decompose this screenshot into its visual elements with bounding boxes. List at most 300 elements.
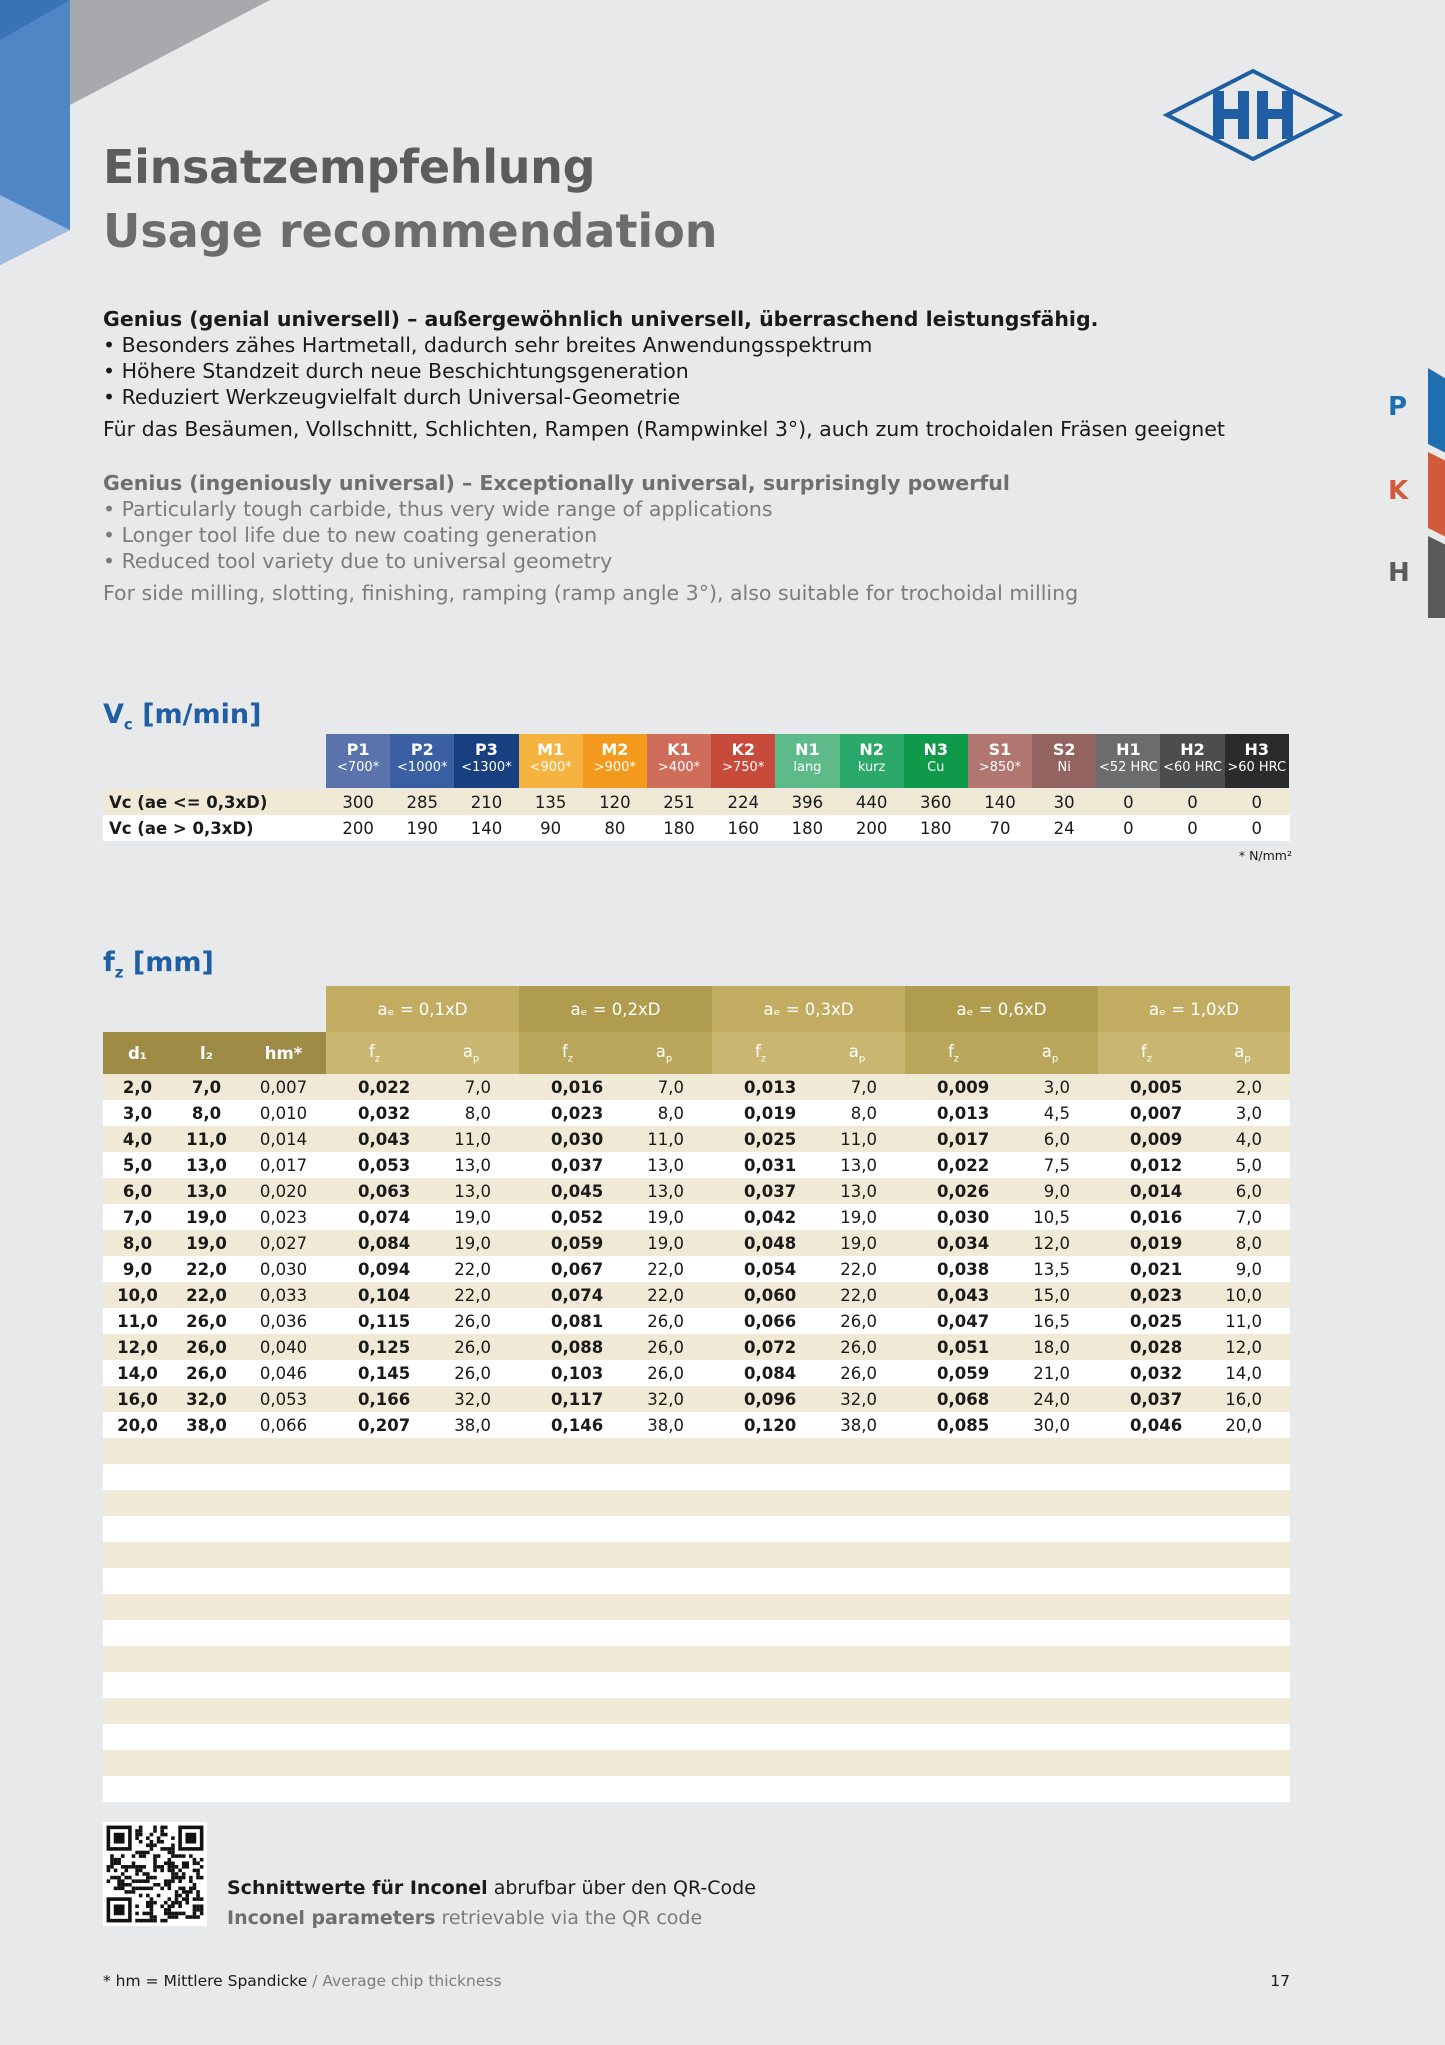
table-cell: 26,0: [186, 1337, 227, 1357]
table-cell: 8,0: [464, 1103, 491, 1123]
table-cell: 19,0: [186, 1207, 227, 1227]
material-code: S2: [1052, 740, 1076, 759]
table-cell: 0,068: [937, 1389, 990, 1409]
table-cell: 0,067: [551, 1259, 604, 1279]
table-cell: 0,088: [551, 1337, 604, 1357]
table-cell: 0,020: [259, 1181, 308, 1201]
table-cell: 0,022: [937, 1155, 990, 1175]
material-code: P1: [346, 740, 370, 759]
material-h3: [1225, 734, 1289, 788]
table-cell: 0,103: [551, 1363, 604, 1383]
table-cell: 0,014: [259, 1129, 308, 1149]
table-cell: 0,104: [358, 1285, 411, 1305]
vc-value: 140: [470, 818, 503, 838]
table-cell: 8,0: [657, 1103, 684, 1123]
empty-row: [103, 1776, 1290, 1802]
table-row: [103, 1282, 1290, 1308]
table-cell: 0,032: [1130, 1363, 1183, 1383]
material-code: S1: [988, 740, 1012, 759]
table-cell: 5,0: [1235, 1155, 1262, 1175]
vc-value: 120: [599, 792, 631, 812]
table-cell: 26,0: [454, 1363, 491, 1383]
table-cell: 0,096: [744, 1389, 797, 1409]
table-cell: 13,5: [1033, 1259, 1070, 1279]
table-cell: 10,5: [1033, 1207, 1070, 1227]
table-cell: 19,0: [647, 1207, 684, 1227]
table-cell: 11,0: [840, 1129, 877, 1149]
material-h1: [1096, 734, 1160, 788]
intro-bullets-en: [103, 496, 1303, 574]
table-cell: 0,031: [744, 1155, 797, 1175]
vc-value: 180: [920, 818, 952, 838]
table-cell: 8,0: [850, 1103, 877, 1123]
table-cell: 16,0: [117, 1389, 158, 1409]
table-row: [103, 1308, 1290, 1334]
intro-note-de: Für das Besäumen, Vollschnitt, Schlichten, Rampen (Rampwinkel 3°), auch zum trochoidalen Fräsen geeignet: [103, 417, 1225, 441]
table-cell: 0,017: [937, 1129, 990, 1149]
table-cell: 0,063: [358, 1181, 411, 1201]
material-strength: <700*: [336, 760, 380, 775]
side-tab-bars: [1428, 368, 1445, 618]
key-column-header: l₂: [172, 1032, 241, 1074]
material-strength: <60 HRC: [1163, 760, 1222, 775]
table-cell: 0,074: [358, 1207, 411, 1227]
material-p3: [454, 734, 518, 788]
table-cell: 6,0: [122, 1181, 153, 1201]
table-cell: 21,0: [1033, 1363, 1070, 1383]
empty-row: [103, 1698, 1290, 1724]
material-strength: <1300*: [461, 760, 512, 775]
page-title-de: Einsatzempfehlung: [103, 140, 596, 194]
empty-row: [103, 1438, 1290, 1464]
table-cell: 8,0: [122, 1233, 153, 1253]
empty-cell: [103, 1646, 1290, 1672]
empty-cell: [103, 1698, 1290, 1724]
vc-row: [103, 815, 1290, 841]
material-strength: lang: [793, 760, 822, 775]
intro-bullet: • Reduced tool variety due to universal geometry: [103, 548, 1303, 574]
ap-column-header-cell: $a_p$: [809, 1032, 905, 1074]
table-cell: 0,027: [259, 1233, 308, 1253]
table-cell: 3,0: [1043, 1077, 1070, 1097]
table-cell: 0,025: [744, 1129, 797, 1149]
table-cell: 7,0: [122, 1207, 153, 1227]
table-cell: 13,0: [186, 1181, 227, 1201]
table-cell: 22,0: [186, 1259, 227, 1279]
vc-value: 0: [1123, 818, 1134, 838]
table-cell: 19,0: [840, 1233, 877, 1253]
table-row: [103, 1074, 1290, 1100]
material-n1: [775, 734, 839, 788]
table-cell: 0,007: [259, 1077, 308, 1097]
table-cell: 38,0: [454, 1415, 491, 1435]
table-cell: 0,066: [259, 1415, 308, 1435]
table-cell: 0,017: [259, 1155, 308, 1175]
material-code: H1: [1116, 740, 1141, 759]
table-cell: 0,060: [744, 1285, 797, 1305]
empty-row: [103, 1672, 1290, 1698]
material-k2: [711, 734, 775, 788]
table-cell: 0,094: [358, 1259, 411, 1279]
material-code: H3: [1244, 740, 1269, 759]
table-cell: 0,037: [1130, 1389, 1183, 1409]
empty-cell: [103, 1594, 1290, 1620]
table-cell: 19,0: [840, 1207, 877, 1227]
intro-bullet: • Besonders zähes Hartmetall, dadurch sehr breites Anwendungsspektrum: [103, 332, 1303, 358]
ap-column-header-cell: $a_p$: [1195, 1032, 1290, 1074]
table-cell: 15,0: [1033, 1285, 1070, 1305]
table-cell: 7,0: [1235, 1207, 1262, 1227]
material-code: K2: [731, 740, 755, 759]
material-strength: kurz: [857, 760, 886, 775]
fz-column-header: [103, 1032, 1290, 1074]
material-strength: >850*: [978, 760, 1022, 775]
table-cell: 14,0: [117, 1363, 158, 1383]
side-tab-label-h: H: [1388, 558, 1410, 588]
material-strength: Cu: [927, 760, 945, 775]
table-row: [103, 1100, 1290, 1126]
intro-bullet: • Particularly tough carbide, thus very wide range of applications: [103, 496, 1303, 522]
side-tab-label-p: P: [1388, 392, 1408, 422]
material-code: M1: [537, 740, 565, 759]
material-code: H2: [1180, 740, 1205, 759]
table-cell: 22,0: [454, 1259, 491, 1279]
table-cell: 11,0: [454, 1129, 491, 1149]
empty-cell: [103, 1672, 1290, 1698]
table-cell: 0,036: [259, 1311, 308, 1331]
intro-bullet: • Longer tool life due to new coating generation: [103, 522, 1303, 548]
table-cell: 19,0: [454, 1233, 491, 1253]
table-cell: 0,146: [551, 1415, 604, 1435]
material-code: P3: [475, 740, 498, 759]
table-cell: 0,046: [259, 1363, 308, 1383]
table-cell: 22,0: [647, 1259, 684, 1279]
table-cell: 32,0: [840, 1389, 877, 1409]
table-cell: 0,054: [744, 1259, 797, 1279]
table-cell: 9,0: [122, 1259, 153, 1279]
table-cell: 0,045: [551, 1181, 604, 1201]
ae-group-header: aₑ = 0,1xD: [326, 986, 519, 1032]
table-cell: 0,030: [937, 1207, 990, 1227]
material-code: N1: [795, 740, 820, 759]
vc-value: 285: [406, 792, 439, 812]
table-cell: 7,0: [191, 1077, 222, 1097]
fz-column-header-cell: $f_z$: [712, 1032, 809, 1074]
material-s2: [1032, 734, 1096, 788]
vc-value: 360: [920, 792, 952, 812]
vc-value: 135: [534, 792, 567, 812]
table-cell: 0,037: [744, 1181, 797, 1201]
table-cell: 12,0: [117, 1337, 158, 1357]
intro-lead-en: Genius (ingeniously universal) – Exceptionally universal, surprisingly powerful: [103, 471, 1010, 495]
vc-value: 140: [984, 792, 1016, 812]
empty-row: [103, 1594, 1290, 1620]
table-cell: 8,0: [191, 1103, 222, 1123]
material-p1: [326, 734, 390, 788]
page-number: 17: [1270, 1972, 1290, 1990]
table-cell: 0,074: [551, 1285, 604, 1305]
table-cell: 38,0: [840, 1415, 877, 1435]
empty-cell: [103, 1516, 1290, 1542]
empty-row: [103, 1490, 1290, 1516]
table-cell: 26,0: [647, 1311, 684, 1331]
material-strength: >400*: [657, 760, 701, 775]
vc-value: 440: [855, 792, 888, 812]
empty-cell: [103, 1438, 1290, 1464]
table-cell: 16,5: [1033, 1311, 1070, 1331]
material-m1: [519, 734, 583, 788]
table-cell: 0,016: [551, 1077, 604, 1097]
table-cell: 14,0: [1225, 1363, 1262, 1383]
material-strength: >60 HRC: [1227, 760, 1287, 775]
empty-row: [103, 1724, 1290, 1750]
table-cell: 20,0: [117, 1415, 158, 1435]
table-cell: 4,0: [1235, 1129, 1262, 1149]
table-row: [103, 1256, 1290, 1282]
table-cell: 13,0: [840, 1155, 877, 1175]
table-cell: 0,081: [551, 1311, 604, 1331]
table-cell: 0,033: [259, 1285, 308, 1305]
table-row: [103, 1412, 1290, 1438]
vc-row: [103, 789, 1290, 815]
side-tab-label-k: K: [1388, 476, 1409, 506]
table-cell: 22,0: [186, 1285, 227, 1305]
table-cell: 12,0: [1033, 1233, 1070, 1253]
table-cell: 0,038: [937, 1259, 990, 1279]
table-cell: 19,0: [186, 1233, 227, 1253]
empty-row: [103, 1646, 1290, 1672]
qr-caption-en: Inconel parameters retrievable via the QR code: [227, 1907, 703, 1929]
fz-column-header-cell: $f_z$: [519, 1032, 616, 1074]
vc-value: 90: [540, 818, 562, 838]
fz-table-body: [103, 1074, 1290, 1802]
vc-row-label: Vc (ae <= 0,3xD): [109, 792, 268, 812]
side-tab-h: [1428, 536, 1445, 618]
intro-bullet: • Höhere Standzeit durch neue Beschichtungsgeneration: [103, 358, 1303, 384]
intro-lead-de: Genius (genial universell) – außergewöhnlich universell, überraschend leistungsfähig.: [103, 307, 1099, 331]
empty-cell: [103, 1620, 1290, 1646]
table-cell: 0,005: [1130, 1077, 1183, 1097]
table-cell: 0,120: [744, 1415, 797, 1435]
table-row: [103, 1204, 1290, 1230]
table-cell: 26,0: [840, 1311, 877, 1331]
vc-value: 200: [855, 818, 888, 838]
company-logo: [1163, 68, 1343, 162]
ae-group-header: aₑ = 0,3xD: [712, 986, 905, 1032]
table-cell: 6,0: [1043, 1129, 1070, 1149]
table-cell: 8,0: [1235, 1233, 1262, 1253]
fz-column-header-cell: $f_z$: [1098, 1032, 1195, 1074]
vc-value: 180: [791, 818, 824, 838]
table-cell: 0,053: [259, 1389, 308, 1409]
table-cell: 26,0: [647, 1337, 684, 1357]
table-cell: 26,0: [454, 1337, 491, 1357]
table-cell: 13,0: [454, 1155, 491, 1175]
table-cell: 7,0: [464, 1077, 491, 1097]
table-cell: 0,019: [744, 1103, 797, 1123]
vc-value: 30: [1053, 792, 1075, 812]
table-cell: 9,0: [1043, 1181, 1070, 1201]
table-cell: 0,030: [551, 1129, 604, 1149]
vc-value: 0: [1251, 792, 1262, 812]
table-row: [103, 1230, 1290, 1256]
table-cell: 30,0: [1033, 1415, 1070, 1435]
intro-german: [103, 306, 1303, 442]
side-tab-p: [1428, 368, 1445, 454]
table-cell: 0,084: [358, 1233, 411, 1253]
table-cell: 13,0: [454, 1181, 491, 1201]
key-column-header: d₁: [103, 1032, 172, 1074]
table-cell: 26,0: [186, 1311, 227, 1331]
table-cell: 0,059: [551, 1233, 604, 1253]
vc-value: 70: [989, 818, 1011, 838]
table-cell: 0,026: [937, 1181, 990, 1201]
vc-value: 396: [791, 792, 824, 812]
table-cell: 7,0: [657, 1077, 684, 1097]
table-cell: 0,072: [744, 1337, 797, 1357]
table-row: [103, 1360, 1290, 1386]
ap-column-header-cell: $a_p$: [423, 1032, 519, 1074]
table-cell: 11,0: [117, 1311, 158, 1331]
side-tab-k: [1428, 452, 1445, 538]
table-cell: 10,0: [117, 1285, 158, 1305]
table-cell: 0,013: [744, 1077, 797, 1097]
table-cell: 22,0: [647, 1285, 684, 1305]
table-cell: 19,0: [454, 1207, 491, 1227]
ae-group-header: aₑ = 1,0xD: [1098, 986, 1290, 1032]
vc-value: 0: [1123, 792, 1134, 812]
table-cell: 0,016: [1130, 1207, 1183, 1227]
material-code: M2: [601, 740, 629, 759]
table-cell: 20,0: [1225, 1415, 1262, 1435]
material-strength: <1000*: [397, 760, 448, 775]
qr-code: [103, 1822, 207, 1926]
material-code: P2: [410, 740, 434, 759]
table-cell: 0,043: [358, 1129, 411, 1149]
vc-value: 300: [342, 792, 374, 812]
page-title-en: Usage recommendation: [103, 204, 718, 258]
intro-bullets-de: [103, 332, 1303, 410]
material-strength: Ni: [1057, 760, 1071, 775]
vc-material-header: [326, 734, 1289, 788]
table-cell: 0,166: [358, 1389, 411, 1409]
empty-row: [103, 1542, 1290, 1568]
material-strength: >900*: [593, 760, 636, 775]
vc-value: 224: [727, 792, 759, 812]
table-cell: 0,030: [259, 1259, 308, 1279]
vc-value: 0: [1187, 792, 1198, 812]
table-cell: 0,085: [937, 1415, 990, 1435]
table-cell: 0,059: [937, 1363, 990, 1383]
table-cell: 0,051: [937, 1337, 990, 1357]
table-cell: 0,013: [937, 1103, 990, 1123]
table-row: [103, 1386, 1290, 1412]
table-cell: 26,0: [840, 1337, 877, 1357]
table-cell: 13,0: [647, 1155, 684, 1175]
ap-column-header-cell: $a_p$: [616, 1032, 712, 1074]
table-row: [103, 1152, 1290, 1178]
table-cell: 0,014: [1130, 1181, 1183, 1201]
table-cell: 0,052: [551, 1207, 604, 1227]
vc-value: 210: [470, 792, 503, 812]
table-cell: 11,0: [1225, 1311, 1262, 1331]
table-cell: 6,0: [1235, 1181, 1262, 1201]
table-cell: 0,028: [1130, 1337, 1183, 1357]
table-cell: 0,009: [937, 1077, 990, 1097]
table-cell: 7,5: [1043, 1155, 1070, 1175]
intro-english: [103, 470, 1303, 606]
table-cell: 2,0: [1235, 1077, 1262, 1097]
table-cell: 22,0: [454, 1285, 491, 1305]
table-cell: 26,0: [840, 1363, 877, 1383]
table-cell: 9,0: [1235, 1259, 1262, 1279]
vc-value: 160: [727, 818, 759, 838]
table-cell: 0,125: [358, 1337, 411, 1357]
footnote: * hm = Mittlere Spandicke / Average chip thickness: [103, 1972, 502, 1990]
table-cell: 3,0: [122, 1103, 153, 1123]
material-code: K1: [667, 740, 691, 759]
table-cell: 0,046: [1130, 1415, 1183, 1435]
table-cell: 4,5: [1043, 1103, 1070, 1123]
intro-note-en: For side milling, slotting, finishing, ramping (ramp angle 3°), also suitable for trochoidal milling: [103, 581, 1079, 605]
table-cell: 0,040: [259, 1337, 308, 1357]
table-cell: 0,053: [358, 1155, 411, 1175]
fz-column-header-cell: $f_z$: [326, 1032, 423, 1074]
material-n3: [904, 734, 968, 788]
table-cell: 0,023: [259, 1207, 308, 1227]
table-cell: 18,0: [1033, 1337, 1070, 1357]
table-cell: 12,0: [1225, 1337, 1262, 1357]
table-cell: 0,034: [937, 1233, 990, 1253]
table-cell: 0,145: [358, 1363, 411, 1383]
table-cell: 16,0: [1225, 1389, 1262, 1409]
empty-row: [103, 1620, 1290, 1646]
fz-table: [103, 986, 1290, 1802]
material-h2: [1160, 734, 1224, 788]
empty-row: [103, 1464, 1290, 1490]
table-cell: 0,023: [1130, 1285, 1183, 1305]
table-cell: 0,115: [358, 1311, 411, 1331]
table-row: [103, 1178, 1290, 1204]
empty-cell: [103, 1776, 1290, 1802]
empty-cell: [103, 1490, 1290, 1516]
table-cell: 0,048: [744, 1233, 797, 1253]
material-strength: <900*: [529, 760, 572, 775]
table-cell: 0,009: [1130, 1129, 1183, 1149]
empty-cell: [103, 1750, 1290, 1776]
table-cell: 13,0: [840, 1181, 877, 1201]
material-m2: [583, 734, 647, 788]
table-cell: 3,0: [1235, 1103, 1262, 1123]
fz-section-title: $f_z$ [mm]: [103, 947, 214, 982]
table-cell: 7,0: [850, 1077, 877, 1097]
empty-cell: [103, 1542, 1290, 1568]
table-cell: 22,0: [840, 1285, 877, 1305]
vc-value: 190: [406, 818, 439, 838]
table-cell: 13,0: [186, 1155, 227, 1175]
table-cell: 0,021: [1130, 1259, 1183, 1279]
table-cell: 0,084: [744, 1363, 797, 1383]
table-cell: 32,0: [186, 1389, 227, 1409]
vc-value: 24: [1053, 818, 1075, 838]
vc-value: 0: [1187, 818, 1198, 838]
key-column-header: hm*: [241, 1032, 326, 1074]
table-cell: 32,0: [454, 1389, 491, 1409]
vc-value: 200: [342, 818, 374, 838]
table-cell: 11,0: [186, 1129, 227, 1149]
table-row: [103, 1126, 1290, 1152]
fz-group-spacer: [103, 986, 326, 1032]
